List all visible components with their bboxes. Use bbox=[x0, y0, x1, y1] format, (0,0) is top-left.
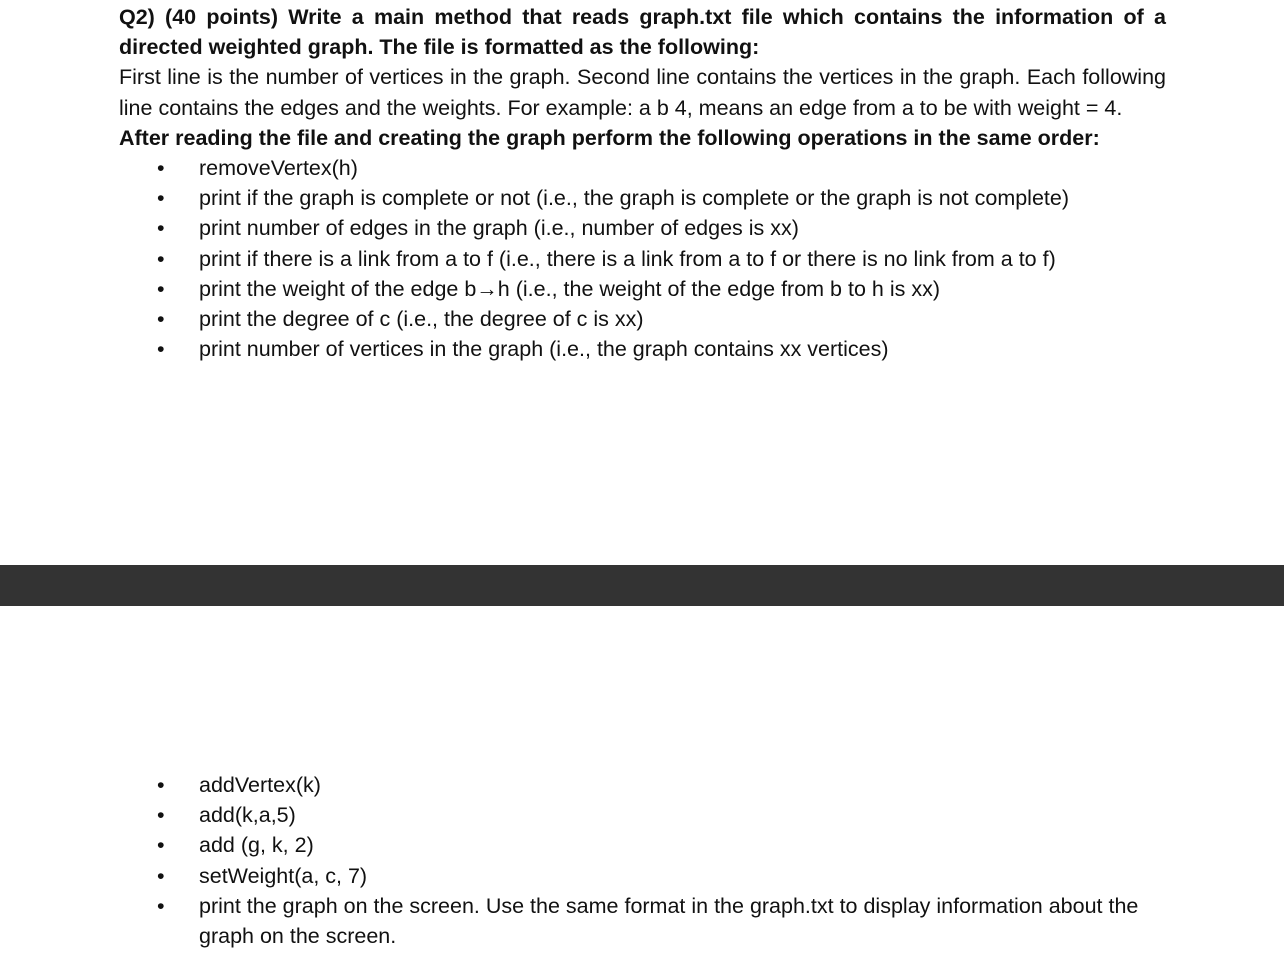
bullet-icon: • bbox=[157, 773, 165, 797]
list-item bbox=[119, 334, 1166, 364]
list-item bbox=[119, 770, 1166, 800]
list-item bbox=[119, 274, 1166, 304]
bullet-icon: • bbox=[157, 893, 165, 918]
bullet-icon: • bbox=[157, 307, 165, 332]
question-heading: Q2) (40 points) Write a main method that reads graph.txt file which contains the information of a directed weighted graph. The file is formatted as the following: bbox=[119, 5, 1166, 60]
list-item bbox=[119, 244, 1166, 274]
list-item-text: add(k,a,5) bbox=[199, 803, 296, 828]
list-item-text: print the weight of the edge b→h (i.e., the weight of the edge from b to h is xx) bbox=[199, 276, 940, 301]
page-break-bar bbox=[0, 565, 1284, 606]
operations-heading: After reading the file and creating the graph perform the following operations in the same order: bbox=[119, 125, 1100, 150]
bullet-icon: • bbox=[157, 803, 165, 828]
document-page-top bbox=[119, 2, 1166, 364]
list-item-text: removeVertex(h) bbox=[199, 156, 358, 181]
bullet-icon: • bbox=[157, 216, 165, 241]
bullet-icon: • bbox=[157, 246, 165, 271]
bullet-icon: • bbox=[157, 276, 165, 301]
list-item-text: print number of vertices in the graph (i.e., the graph contains xx vertices) bbox=[199, 337, 889, 362]
list-item-text: print the degree of c (i.e., the degree of c is xx) bbox=[199, 307, 644, 332]
list-item-text: print if there is a link from a to f (i.e., there is a link from a to f or there is no link from a to f) bbox=[199, 246, 1056, 271]
list-item-text: print number of edges in the graph (i.e., number of edges is xx) bbox=[199, 216, 799, 241]
list-item bbox=[119, 183, 1166, 213]
list-item-text: print the graph on the screen. Use the same format in the graph.txt to display information about the graph on the screen. bbox=[199, 893, 1139, 949]
operations-list-page1 bbox=[119, 153, 1166, 364]
bullet-icon: • bbox=[157, 156, 165, 181]
bullet-icon: • bbox=[157, 337, 165, 362]
list-item bbox=[119, 304, 1166, 334]
list-item bbox=[119, 213, 1166, 243]
bullet-icon: • bbox=[157, 863, 165, 888]
question-body: First line is the number of vertices in the graph. Second line contains the vertices in the graph. Each following line contains the edges and the weights. For example: a b 4, means an edge from a to be with weight = 4. bbox=[119, 65, 1166, 120]
list-item-text: print if the graph is complete or not (i.e., the graph is complete or the graph is not complete) bbox=[199, 186, 1070, 211]
list-item bbox=[119, 800, 1166, 830]
list-item bbox=[119, 830, 1166, 860]
list-item-text: add (g, k, 2) bbox=[199, 833, 314, 858]
document-page-bottom bbox=[119, 770, 1166, 951]
list-item-text: setWeight(a, c, 7) bbox=[199, 863, 368, 888]
list-item bbox=[119, 153, 1166, 183]
bullet-icon: • bbox=[157, 833, 165, 858]
operations-list-page2 bbox=[119, 770, 1166, 951]
list-item bbox=[119, 891, 1166, 951]
list-item-text: addVertex(k) bbox=[199, 773, 321, 797]
list-item bbox=[119, 861, 1166, 891]
bullet-icon: • bbox=[157, 186, 165, 211]
